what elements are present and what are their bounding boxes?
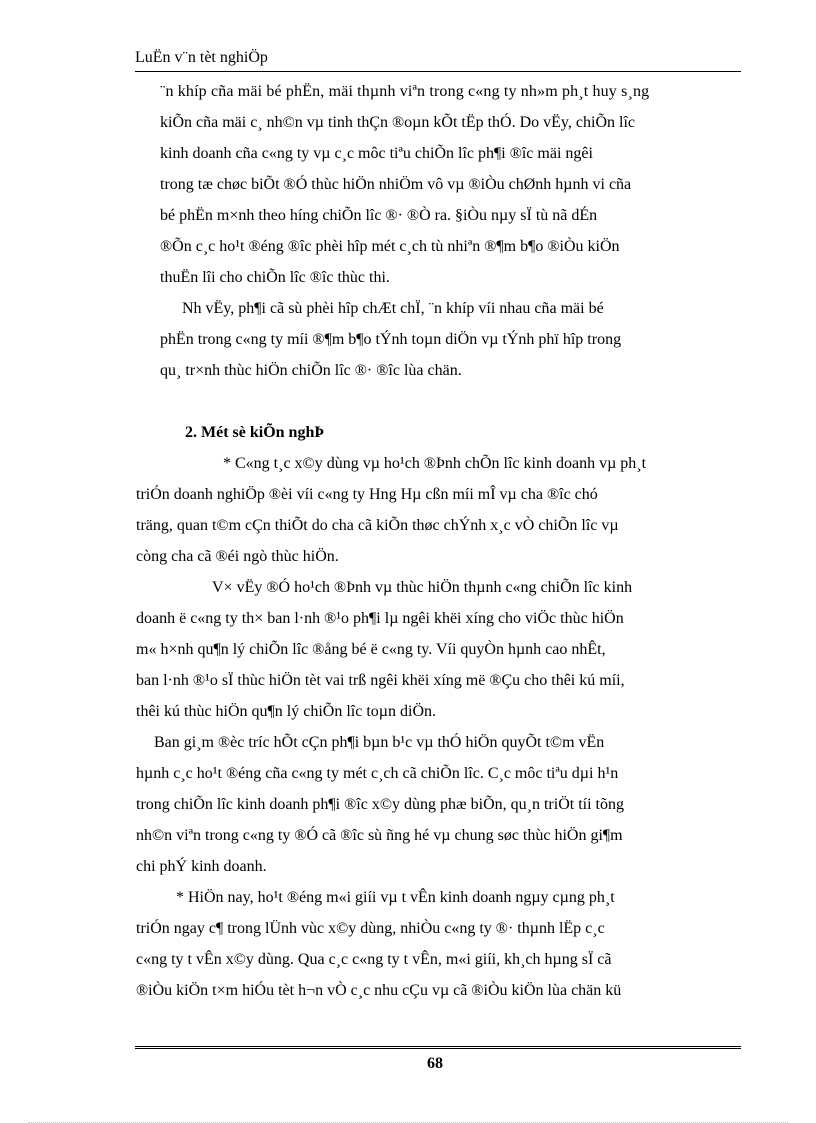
body-line: ®Õn c¸c ho¹t ®éng ®îc phèi hîp mét c¸ch tù nhiªn ®¶m b¶o ®iÒu kiÖn bbox=[160, 238, 620, 255]
body-line: ban l·nh ®¹o sÏ thùc hiÖn tèt vai trß ngêi khëi xíng më ®Çu cho thêi kú míi, bbox=[136, 672, 625, 689]
footer-rule bbox=[135, 1046, 741, 1051]
body-line: bé phËn m×nh theo híng chiÕn lîc ®· ®Ò ra. §iÒu nµy sÏ tù nã dÉn bbox=[160, 207, 598, 224]
section-heading: 2. Mét sè kiÕn nghÞ bbox=[185, 424, 325, 441]
body-line: thêi kú thùc hiÖn qu¶n lý chiÕn lîc toµn diÖn. bbox=[136, 703, 436, 720]
body-line: triÓn doanh nghiÖp ®èi víi c«ng ty Hng Hµ cßn míi mÎ vµ cha ®îc chó bbox=[136, 486, 598, 503]
page-body bbox=[136, 76, 741, 1006]
body-line: kinh doanh cña c«ng ty vµ c¸c môc tiªu chiÕn lîc ph¶i ®îc mäi ngêi bbox=[160, 145, 593, 162]
body-line: phËn trong c«ng ty míi ®¶m b¶o tÝnh toµn diÖn vµ tÝnh phï hîp trong bbox=[160, 331, 622, 348]
body-line: hµnh c¸c ho¹t ®éng cña c«ng ty mét c¸ch cã chiÕn lîc. C¸c môc tiªu dµi h¹n bbox=[136, 765, 619, 782]
body-line: ¨n khíp cña mäi bé phËn, mäi thµnh viªn trong c«ng ty nh»m ph¸t huy s¸ng bbox=[160, 83, 650, 100]
body-line: trong chiÕn lîc kinh doanh ph¶i ®îc x©y dùng phæ biÕn, qu¸n triÖt tíi tõng bbox=[136, 796, 624, 813]
body-line: V× vËy ®Ó ho¹ch ®Þnh vµ thùc hiÖn thµnh c«ng chiÕn lîc kinh bbox=[212, 579, 633, 596]
body-line: còng cha cã ®éi ngò thùc hiÖn. bbox=[136, 548, 339, 565]
running-header: LuËn v¨n tèt nghiÖp bbox=[135, 49, 268, 66]
body-line: thuËn lîi cho chiÕn lîc ®îc thùc thi. bbox=[160, 269, 390, 286]
body-line: ®iÒu kiÖn t×m hiÓu tèt h¬n vÒ c¸c nhu cÇu vµ cã ®iÒu kiÖn lùa chän kü bbox=[136, 982, 622, 999]
body-line: trong tæ chøc biÕt ®Ó thùc hiÖn nhiÖm vô vµ ®iÒu chØnh hµnh vi cña bbox=[160, 176, 632, 193]
header-rule bbox=[135, 71, 741, 72]
blank-line bbox=[160, 386, 741, 417]
body-line: * HiÖn nay, ho¹t ®éng m«i giíi vµ t vÊn kinh doanh ngµy cµng ph¸t bbox=[176, 889, 615, 906]
body-line: doanh ë c«ng ty th× ban l·nh ®¹o ph¶i lµ ngêi khëi xíng cho viÖc thùc hiÖn bbox=[136, 610, 624, 627]
body-line: kiÕn cña mäi c¸ nh©n vµ tinh thÇn ®oµn kÕt tËp thÓ. Do vËy, chiÕn lîc bbox=[160, 114, 635, 131]
page-number: 68 bbox=[427, 1055, 443, 1072]
body-line: chi phÝ kinh doanh. bbox=[136, 858, 267, 875]
body-line: qu¸ tr×nh thùc hiÖn chiÕn lîc ®· ®îc lùa chän. bbox=[160, 362, 462, 379]
body-line: m« h×nh qu¶n lý chiÕn lîc ®ång bé ë c«ng ty. Víi quyÒn hµnh cao nhÊt, bbox=[136, 641, 606, 658]
body-line: Ban gi¸m ®èc tríc hÕt cÇn ph¶i bµn b¹c vµ thÓ hiÖn quyÕt t©m vËn bbox=[154, 734, 605, 751]
body-line: träng, quan t©m cÇn thiÕt do cha cã kiÕn thøc chÝnh x¸c vÒ chiÕn lîc vµ bbox=[136, 517, 619, 534]
body-line: nh©n viªn trong c«ng ty ®Ó cã ®îc sù ñng hé vµ chung søc thùc hiÖn gi¶m bbox=[136, 827, 623, 844]
body-line: Nh vËy, ph¶i cã sù phèi hîp chÆt chÏ, ¨n khíp víi nhau cña mäi bé bbox=[182, 300, 604, 317]
body-line: triÓn ngay c¶ trong lÜnh vùc x©y dùng, nhiÒu c«ng ty ®· thµnh lËp c¸c bbox=[136, 920, 605, 937]
body-line: * C«ng t¸c x©y dùng vµ ho¹ch ®Þnh chÕn lîc kinh doanh vµ ph¸t bbox=[223, 455, 647, 472]
body-line: c«ng ty t vÊn x©y dùng. Qua c¸c c«ng ty t vÊn, m«i giíi, kh¸ch hµng sÏ cã bbox=[136, 951, 612, 968]
